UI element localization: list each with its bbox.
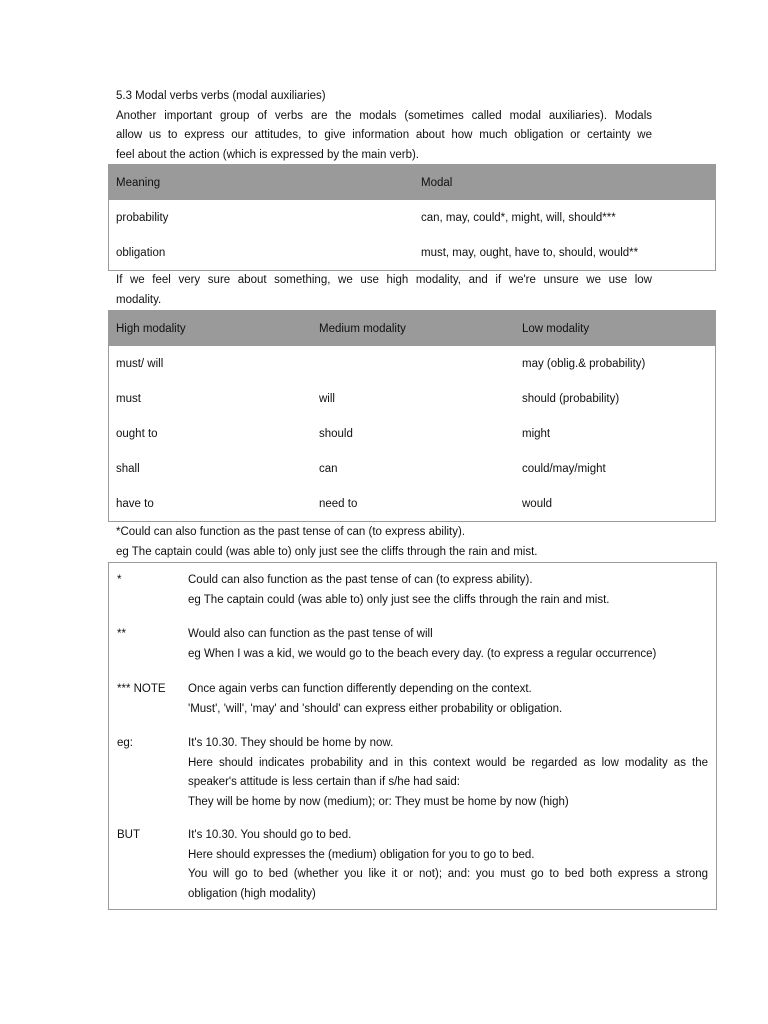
intro-line: feel about the action (which is expressed by the main verb). bbox=[116, 148, 419, 161]
note-key: * bbox=[117, 574, 122, 586]
table-cell: will bbox=[319, 392, 335, 405]
header-cell-high: High modality bbox=[116, 322, 186, 335]
meaning-table bbox=[108, 164, 716, 271]
table-row bbox=[109, 416, 715, 451]
note-line: It's 10.30. They should be home by now. bbox=[188, 737, 394, 749]
table-cell: can bbox=[319, 462, 338, 475]
table-cell: obligation bbox=[116, 246, 166, 259]
note-line: Once again verbs can function differently depending on the context. bbox=[188, 683, 532, 695]
table-row bbox=[109, 200, 715, 235]
note-body bbox=[188, 680, 708, 719]
note-line: Would also can function as the past tense of will bbox=[188, 628, 433, 640]
table-cell: could/may/might bbox=[522, 462, 606, 475]
note-line: Could can also function as the past tense of can (to express ability). bbox=[188, 574, 533, 586]
table-row bbox=[109, 381, 715, 416]
notes-box bbox=[108, 562, 717, 910]
section-intro bbox=[116, 87, 652, 165]
note-body bbox=[188, 734, 708, 812]
table-row bbox=[109, 235, 715, 270]
table-cell: must bbox=[116, 392, 141, 405]
note-line: Here should indicates probability and in this context would be regarded as low modality as the bbox=[188, 756, 708, 769]
note-body bbox=[188, 625, 708, 664]
note-key: eg: bbox=[117, 737, 133, 749]
header-cell-modal: Modal bbox=[421, 176, 453, 189]
table-cell: need to bbox=[319, 497, 358, 510]
table-cell: must, may, ought, have to, should, would** bbox=[421, 246, 639, 259]
table-cell: ought to bbox=[116, 427, 158, 440]
note-key: BUT bbox=[117, 829, 140, 841]
table-cell: probability bbox=[116, 211, 169, 224]
note-body bbox=[188, 826, 708, 904]
table-cell: have to bbox=[116, 497, 154, 510]
modality-paragraph bbox=[116, 271, 652, 310]
note-line: You will go to bed (whether you like it or not); and: you must go to bed both express a strong bbox=[188, 868, 708, 880]
footnote-line: eg The captain could (was able to) only just see the cliffs through the rain and mist. bbox=[116, 545, 538, 558]
table-cell: should (probability) bbox=[522, 392, 620, 405]
table-cell: can, may, could*, might, will, should*** bbox=[421, 211, 616, 224]
table-cell: must/ will bbox=[116, 357, 164, 370]
table-cell: should bbox=[319, 427, 353, 440]
table-cell: shall bbox=[116, 462, 140, 475]
table-cell: might bbox=[522, 427, 551, 440]
table-row bbox=[109, 346, 715, 381]
note-line: eg The captain could (was able to) only just see the cliffs through the rain and mist. bbox=[188, 593, 610, 606]
note-line: They will be home by now (medium); or: They must be home by now (high) bbox=[188, 795, 569, 808]
note-body bbox=[188, 571, 708, 610]
note-line: eg When I was a kid, we would go to the beach every day. (to express a regular occurrence) bbox=[188, 647, 657, 660]
table-row bbox=[109, 486, 715, 521]
note-key: ** bbox=[117, 628, 126, 640]
paragraph-line: modality. bbox=[116, 293, 162, 306]
note-line: 'Must', 'will', 'may' and 'should' can express either probability or obligation. bbox=[188, 702, 563, 715]
note-line: Here should expresses the (medium) obligation for you to go to bed. bbox=[188, 848, 535, 861]
header-cell-medium: Medium modality bbox=[319, 322, 406, 335]
note-line: It's 10.30. You should go to bed. bbox=[188, 829, 352, 841]
footnote-line: *Could can also function as the past tense of can (to express ability). bbox=[116, 526, 466, 538]
note-line: speaker's attitude is less certain than if s/he had said: bbox=[188, 776, 460, 788]
note-line: obligation (high modality) bbox=[188, 887, 316, 900]
table-header-row bbox=[109, 165, 715, 200]
intro-line: allow us to express our attitudes, to give information about how much obligation or certainty we bbox=[116, 129, 652, 141]
modality-table bbox=[108, 310, 716, 522]
table-row bbox=[109, 451, 715, 486]
intro-line: Another important group of verbs are the modals (sometimes called modal auxiliaries). Modals bbox=[116, 109, 652, 122]
section-heading: 5.3 Modal verbs verbs (modal auxiliaries) bbox=[116, 90, 326, 102]
table-cell: may (oblig.& probability) bbox=[522, 357, 646, 370]
note-key: *** NOTE bbox=[117, 683, 166, 695]
header-cell-meaning: Meaning bbox=[116, 176, 161, 189]
header-cell-low: Low modality bbox=[522, 322, 590, 335]
table-header-row bbox=[109, 311, 715, 346]
paragraph-line: If we feel very sure about something, we use high modality, and if we're unsure we use low bbox=[116, 274, 652, 286]
table-cell: would bbox=[522, 497, 553, 510]
footnote bbox=[116, 523, 652, 562]
